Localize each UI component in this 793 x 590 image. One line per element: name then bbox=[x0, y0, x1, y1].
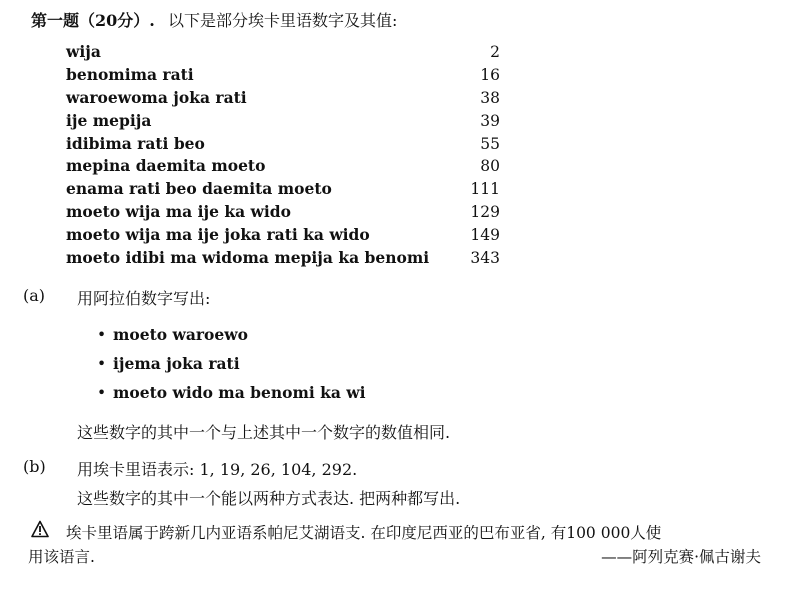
table-word: benomima rati bbox=[66, 64, 194, 84]
table-word: idibima rati beo bbox=[66, 133, 205, 153]
list-item-text: moeto waroewo bbox=[113, 325, 248, 344]
part-b-label: (b) bbox=[23, 457, 46, 476]
bullet-icon: • bbox=[97, 355, 107, 373]
part-b-note: 这些数字的其中一个能以两种方式表达. 把两种都写出. bbox=[77, 489, 461, 508]
table-word: ije mepija bbox=[66, 110, 152, 130]
part-a-label: (a) bbox=[23, 286, 46, 305]
table-word: waroewoma joka rati bbox=[66, 87, 247, 107]
table-word: moeto wija ma ije ka wido bbox=[66, 202, 291, 222]
table-value: 80 bbox=[480, 157, 500, 176]
table-word: moeto idibi ma widoma mepija ka benomi bbox=[66, 248, 430, 268]
part-b-prompt: 用埃卡里语表示: 1, 19, 26, 104, 292. bbox=[77, 460, 358, 479]
table-value: 38 bbox=[480, 88, 500, 107]
part-a-note: 这些数字的其中一个与上述其中一个数字的数值相同. bbox=[77, 423, 451, 442]
table-value: 39 bbox=[480, 111, 500, 130]
table-row bbox=[66, 110, 500, 133]
table-value: 2 bbox=[490, 43, 500, 61]
table-row bbox=[66, 178, 500, 201]
footnote-line-2: 用该语言. bbox=[28, 548, 95, 566]
list-item bbox=[97, 378, 366, 407]
list-item-text: moeto wido ma benomi ka wi bbox=[113, 383, 366, 402]
footnote-line-1: 埃卡里语属于跨新几内亚语系帕尼艾湖语支. 在印度尼西亚的巴布亚省, 有100 000人使 bbox=[66, 524, 662, 542]
table-word: mepina daemita moeto bbox=[66, 156, 266, 176]
list-item bbox=[97, 349, 366, 378]
table-row bbox=[66, 247, 500, 270]
problem-intro-text: 以下是部分埃卡里语数字及其值: bbox=[167, 11, 398, 30]
table-row bbox=[66, 87, 500, 110]
numeral-table bbox=[66, 41, 500, 270]
table-row bbox=[66, 41, 500, 64]
table-value: 55 bbox=[480, 134, 500, 153]
table-value: 129 bbox=[470, 203, 500, 222]
table-value: 149 bbox=[470, 226, 500, 245]
table-word: moeto wija ma ije joka rati ka wido bbox=[66, 225, 370, 245]
bullet-icon: • bbox=[97, 384, 107, 402]
warning-icon bbox=[31, 520, 49, 538]
table-word: enama rati beo daemita moeto bbox=[66, 179, 332, 199]
table-row bbox=[66, 155, 500, 178]
table-row bbox=[66, 224, 500, 247]
footnote-attribution: ——阿列克赛·佩古谢夫 bbox=[601, 548, 761, 566]
list-item-text: ijema joka rati bbox=[113, 354, 240, 373]
table-value: 343 bbox=[470, 249, 500, 268]
problem-intro bbox=[31, 8, 397, 31]
table-word: wija bbox=[66, 42, 101, 61]
table-row bbox=[66, 201, 500, 224]
problem-heading: 第一题（20分）. bbox=[31, 11, 155, 30]
table-row bbox=[66, 64, 500, 87]
list-item bbox=[97, 320, 366, 349]
bullet-icon: • bbox=[97, 326, 107, 344]
table-value: 16 bbox=[480, 65, 500, 84]
table-row bbox=[66, 133, 500, 156]
table-value: 111 bbox=[470, 180, 500, 199]
part-a-prompt: 用阿拉伯数字写出: bbox=[77, 289, 211, 308]
part-a-items bbox=[97, 320, 366, 407]
